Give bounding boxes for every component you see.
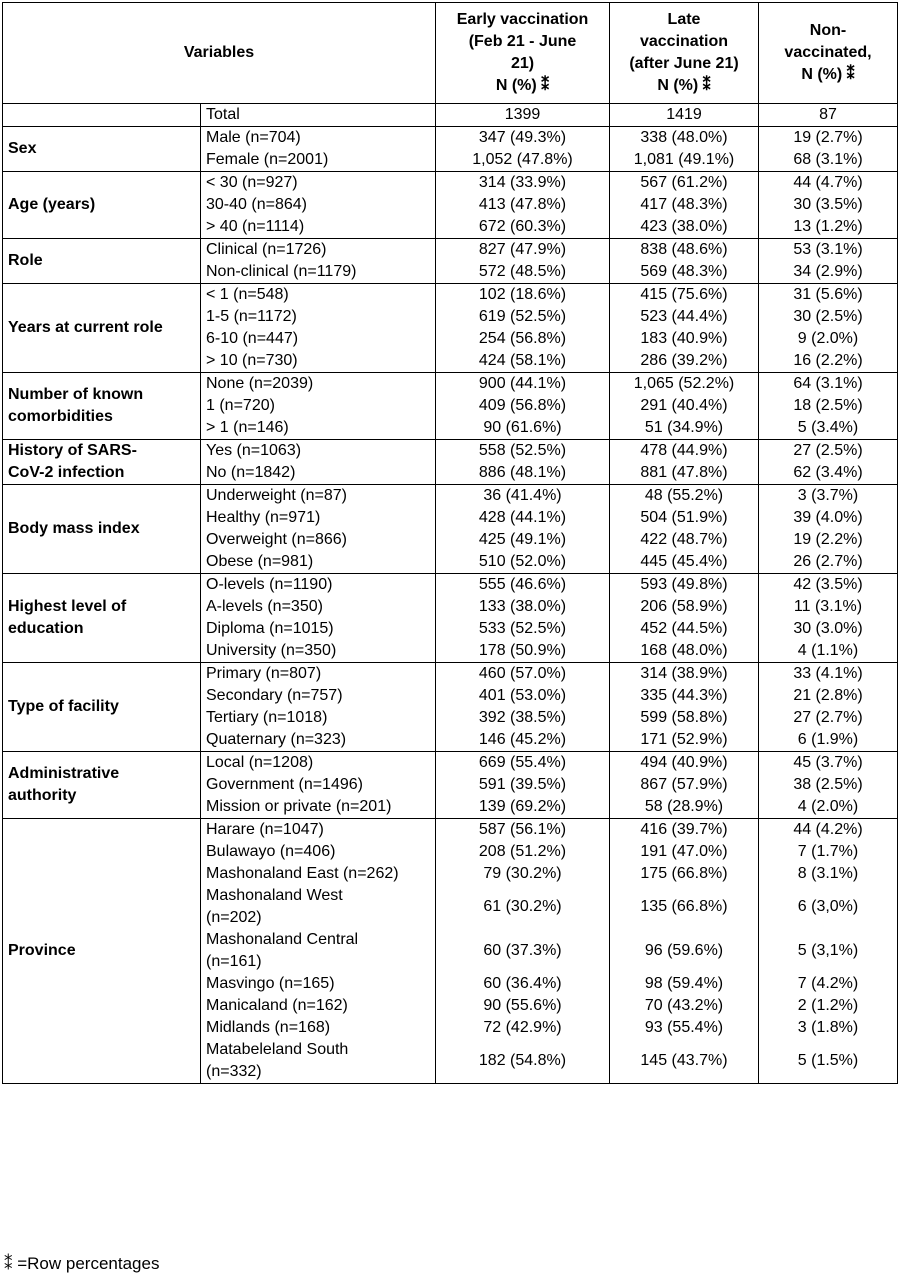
cell-late: 171 (52.9%) — [610, 729, 759, 752]
row-label: Secondary (n=757) — [201, 685, 436, 707]
group-comorbidities — [3, 373, 201, 440]
cell-late: 335 (44.3%) — [610, 685, 759, 707]
cell-non: 31 (5.6%) — [759, 284, 898, 307]
cell-early: 672 (60.3%) — [436, 216, 610, 239]
table-row — [3, 663, 898, 686]
cell-early: 591 (39.5%) — [436, 774, 610, 796]
cell-non: 53 (3.1%) — [759, 239, 898, 262]
row-label-line1: Matabeleland South — [206, 1041, 349, 1058]
cell-early: 428 (44.1%) — [436, 507, 610, 529]
cell-late: 599 (58.8%) — [610, 707, 759, 729]
cell-late: 175 (66.8%) — [610, 863, 759, 885]
table-row — [3, 373, 898, 396]
group-education-line1: Highest level of — [8, 598, 127, 615]
cell-non: 13 (1.2%) — [759, 216, 898, 239]
row-label: Bulawayo (n=406) — [201, 841, 436, 863]
cell-early: 619 (52.5%) — [436, 306, 610, 328]
header-late-line1: Late — [667, 11, 701, 28]
cell-non: 68 (3.1%) — [759, 149, 898, 172]
cell-non: 64 (3.1%) — [759, 373, 898, 396]
table-row — [3, 127, 898, 150]
cell-early: 102 (18.6%) — [436, 284, 610, 307]
cell-late: 135 (66.8%) — [610, 885, 759, 929]
cell-non: 4 (2.0%) — [759, 796, 898, 819]
cell-late: 286 (39.2%) — [610, 350, 759, 373]
cell-early: 178 (50.9%) — [436, 640, 610, 663]
cell-late: 1419 — [610, 104, 759, 127]
row-label: None (n=2039) — [201, 373, 436, 396]
cell-non: 21 (2.8%) — [759, 685, 898, 707]
cell-late: 1,065 (52.2%) — [610, 373, 759, 396]
table-row — [3, 104, 898, 127]
cell-non: 44 (4.2%) — [759, 819, 898, 842]
table-row — [3, 819, 898, 842]
group-years-at-role: Years at current role — [3, 284, 201, 373]
table-row — [3, 284, 898, 307]
row-label: Mission or private (n=201) — [201, 796, 436, 819]
cell-late: 504 (51.9%) — [610, 507, 759, 529]
cell-late: 93 (55.4%) — [610, 1017, 759, 1039]
cell-late: 569 (48.3%) — [610, 261, 759, 284]
group-province: Province — [3, 819, 201, 1084]
header-late-line4: N (%) ⁑ — [657, 77, 711, 94]
cell-late: 191 (47.0%) — [610, 841, 759, 863]
cell-non: 27 (2.7%) — [759, 707, 898, 729]
row-label: < 1 (n=548) — [201, 284, 436, 307]
row-label: Midlands (n=168) — [201, 1017, 436, 1039]
cell-late: 51 (34.9%) — [610, 417, 759, 440]
group-bmi: Body mass index — [3, 485, 201, 574]
header-late-vaccination — [610, 3, 759, 104]
cell-non: 62 (3.4%) — [759, 462, 898, 485]
cell-non: 33 (4.1%) — [759, 663, 898, 686]
table-row — [3, 440, 898, 463]
cell-early: 900 (44.1%) — [436, 373, 610, 396]
cell-early: 827 (47.9%) — [436, 239, 610, 262]
row-label: Non-clinical (n=1179) — [201, 261, 436, 284]
row-label-line1: Mashonaland Central — [206, 931, 359, 948]
cell-late: 183 (40.9%) — [610, 328, 759, 350]
cell-non: 45 (3.7%) — [759, 752, 898, 775]
cell-early: 409 (56.8%) — [436, 395, 610, 417]
cell-non: 44 (4.7%) — [759, 172, 898, 195]
row-label: University (n=350) — [201, 640, 436, 663]
cell-non: 5 (1.5%) — [759, 1039, 898, 1084]
cell-late: 452 (44.5%) — [610, 618, 759, 640]
cell-early: 886 (48.1%) — [436, 462, 610, 485]
row-label-line2: (n=161) — [206, 953, 262, 970]
cell-early: 139 (69.2%) — [436, 796, 610, 819]
group-sars-line2: CoV-2 infection — [8, 464, 125, 481]
cell-early: 146 (45.2%) — [436, 729, 610, 752]
cell-early: 424 (58.1%) — [436, 350, 610, 373]
row-label: No (n=1842) — [201, 462, 436, 485]
header-non-line1: Non- — [809, 22, 847, 39]
header-variables: Variables — [3, 3, 436, 104]
cell-late: 98 (59.4%) — [610, 973, 759, 995]
group-age: Age (years) — [3, 172, 201, 239]
cell-late: 417 (48.3%) — [610, 194, 759, 216]
group-comorbidities-line1: Number of known — [8, 386, 144, 403]
cell-late: 593 (49.8%) — [610, 574, 759, 597]
row-label: Obese (n=981) — [201, 551, 436, 574]
group-sars-history — [3, 440, 201, 485]
footnote: ⁑ =Row percentages — [4, 1254, 160, 1273]
table-row — [3, 752, 898, 775]
header-early-vaccination — [436, 3, 610, 104]
header-non-line3: N (%) ⁑ — [801, 66, 855, 83]
cell-late: 423 (38.0%) — [610, 216, 759, 239]
cell-early: 61 (30.2%) — [436, 885, 610, 929]
header-early-line3: 21) — [510, 55, 535, 72]
row-label: > 10 (n=730) — [201, 350, 436, 373]
row-label — [201, 885, 436, 929]
cell-late: 867 (57.9%) — [610, 774, 759, 796]
cell-non: 3 (1.8%) — [759, 1017, 898, 1039]
table-row — [3, 172, 898, 195]
results-table — [2, 2, 898, 1084]
cell-late: 567 (61.2%) — [610, 172, 759, 195]
cell-early: 90 (55.6%) — [436, 995, 610, 1017]
row-label: Mashonaland East (n=262) — [201, 863, 436, 885]
cell-early: 79 (30.2%) — [436, 863, 610, 885]
group-sex: Sex — [3, 127, 201, 172]
cell-non: 27 (2.5%) — [759, 440, 898, 463]
row-label: Underweight (n=87) — [201, 485, 436, 508]
cell-late: 168 (48.0%) — [610, 640, 759, 663]
cell-early: 347 (49.3%) — [436, 127, 610, 150]
cell-non: 30 (2.5%) — [759, 306, 898, 328]
row-label: Government (n=1496) — [201, 774, 436, 796]
row-label: Male (n=704) — [201, 127, 436, 150]
cell-late: 206 (58.9%) — [610, 596, 759, 618]
row-label: Clinical (n=1726) — [201, 239, 436, 262]
row-label: Manicaland (n=162) — [201, 995, 436, 1017]
table-row — [3, 574, 898, 597]
cell-late: 291 (40.4%) — [610, 395, 759, 417]
cell-early: 133 (38.0%) — [436, 596, 610, 618]
header-non-vaccinated — [759, 3, 898, 104]
cell-early: 510 (52.0%) — [436, 551, 610, 574]
cell-non: 3 (3.7%) — [759, 485, 898, 508]
cell-early: 572 (48.5%) — [436, 261, 610, 284]
row-label-line1: Mashonaland West — [206, 887, 343, 904]
cell-early: 401 (53.0%) — [436, 685, 610, 707]
table-row — [3, 239, 898, 262]
cell-early: 60 (36.4%) — [436, 973, 610, 995]
cell-early: 413 (47.8%) — [436, 194, 610, 216]
cell-non: 30 (3.0%) — [759, 618, 898, 640]
cell-late: 58 (28.9%) — [610, 796, 759, 819]
cell-early: 72 (42.9%) — [436, 1017, 610, 1039]
row-label: Female (n=2001) — [201, 149, 436, 172]
cell-early: 314 (33.9%) — [436, 172, 610, 195]
cell-early: 392 (38.5%) — [436, 707, 610, 729]
row-label: < 30 (n=927) — [201, 172, 436, 195]
group-education-line2: education — [8, 620, 84, 637]
cell-non: 18 (2.5%) — [759, 395, 898, 417]
group-admin-line1: Administrative — [8, 765, 120, 782]
cell-late: 415 (75.6%) — [610, 284, 759, 307]
group-education — [3, 574, 201, 663]
row-label: Total — [201, 104, 436, 127]
cell-early: 555 (46.6%) — [436, 574, 610, 597]
row-label: Masvingo (n=165) — [201, 973, 436, 995]
row-label-line2: (n=332) — [206, 1063, 262, 1080]
cell-non: 11 (3.1%) — [759, 596, 898, 618]
table-row — [3, 485, 898, 508]
cell-late: 881 (47.8%) — [610, 462, 759, 485]
total-blank-cell — [3, 104, 201, 127]
cell-non: 5 (3.4%) — [759, 417, 898, 440]
cell-early: 254 (56.8%) — [436, 328, 610, 350]
row-label: Local (n=1208) — [201, 752, 436, 775]
row-label-line2: (n=202) — [206, 909, 262, 926]
row-label: Diploma (n=1015) — [201, 618, 436, 640]
cell-non: 2 (1.2%) — [759, 995, 898, 1017]
cell-non: 7 (1.7%) — [759, 841, 898, 863]
cell-non: 39 (4.0%) — [759, 507, 898, 529]
cell-late: 145 (43.7%) — [610, 1039, 759, 1084]
header-late-line3: (after June 21) — [629, 55, 739, 72]
group-admin-authority — [3, 752, 201, 819]
row-label: Healthy (n=971) — [201, 507, 436, 529]
row-label — [201, 1039, 436, 1084]
cell-late: 70 (43.2%) — [610, 995, 759, 1017]
cell-non: 38 (2.5%) — [759, 774, 898, 796]
cell-non: 4 (1.1%) — [759, 640, 898, 663]
row-label: O-levels (n=1190) — [201, 574, 436, 597]
row-label: Quaternary (n=323) — [201, 729, 436, 752]
cell-non: 19 (2.7%) — [759, 127, 898, 150]
cell-non: 19 (2.2%) — [759, 529, 898, 551]
row-label: Overweight (n=866) — [201, 529, 436, 551]
cell-non: 5 (3,1%) — [759, 929, 898, 973]
row-label: Primary (n=807) — [201, 663, 436, 686]
cell-late: 422 (48.7%) — [610, 529, 759, 551]
cell-early: 587 (56.1%) — [436, 819, 610, 842]
cell-non: 34 (2.9%) — [759, 261, 898, 284]
cell-early: 1399 — [436, 104, 610, 127]
cell-early: 533 (52.5%) — [436, 618, 610, 640]
cell-early: 182 (54.8%) — [436, 1039, 610, 1084]
cell-early: 669 (55.4%) — [436, 752, 610, 775]
cell-early: 90 (61.6%) — [436, 417, 610, 440]
cell-early: 460 (57.0%) — [436, 663, 610, 686]
group-facility: Type of facility — [3, 663, 201, 752]
cell-non: 16 (2.2%) — [759, 350, 898, 373]
cell-late: 48 (55.2%) — [610, 485, 759, 508]
cell-early: 60 (37.3%) — [436, 929, 610, 973]
cell-non: 8 (3.1%) — [759, 863, 898, 885]
row-label — [201, 929, 436, 973]
cell-non: 7 (4.2%) — [759, 973, 898, 995]
row-label: A-levels (n=350) — [201, 596, 436, 618]
cell-early: 425 (49.1%) — [436, 529, 610, 551]
cell-late: 1,081 (49.1%) — [610, 149, 759, 172]
cell-non: 6 (1.9%) — [759, 729, 898, 752]
group-admin-line2: authority — [8, 787, 77, 804]
cell-late: 416 (39.7%) — [610, 819, 759, 842]
cell-non: 87 — [759, 104, 898, 127]
cell-late: 494 (40.9%) — [610, 752, 759, 775]
cell-late: 338 (48.0%) — [610, 127, 759, 150]
cell-early: 1,052 (47.8%) — [436, 149, 610, 172]
row-label: > 1 (n=146) — [201, 417, 436, 440]
cell-non: 26 (2.7%) — [759, 551, 898, 574]
cell-late: 838 (48.6%) — [610, 239, 759, 262]
cell-late: 478 (44.9%) — [610, 440, 759, 463]
cell-late: 314 (38.9%) — [610, 663, 759, 686]
row-label: 1-5 (n=1172) — [201, 306, 436, 328]
group-comorbidities-line2: comorbidities — [8, 408, 113, 425]
cell-early: 558 (52.5%) — [436, 440, 610, 463]
header-row — [3, 3, 898, 104]
cell-non: 9 (2.0%) — [759, 328, 898, 350]
header-non-line2: vaccinated, — [784, 44, 872, 61]
cell-late: 445 (45.4%) — [610, 551, 759, 574]
cell-non: 6 (3,0%) — [759, 885, 898, 929]
row-label: 1 (n=720) — [201, 395, 436, 417]
cell-non: 30 (3.5%) — [759, 194, 898, 216]
cell-early: 36 (41.4%) — [436, 485, 610, 508]
row-label: Yes (n=1063) — [201, 440, 436, 463]
group-role: Role — [3, 239, 201, 284]
row-label: 30-40 (n=864) — [201, 194, 436, 216]
cell-late: 96 (59.6%) — [610, 929, 759, 973]
cell-non: 42 (3.5%) — [759, 574, 898, 597]
group-sars-line1: History of SARS- — [8, 442, 137, 459]
cell-early: 208 (51.2%) — [436, 841, 610, 863]
header-early-line2: (Feb 21 - June — [468, 33, 577, 50]
row-label: 6-10 (n=447) — [201, 328, 436, 350]
row-label: Tertiary (n=1018) — [201, 707, 436, 729]
cell-late: 523 (44.4%) — [610, 306, 759, 328]
row-label: > 40 (n=1114) — [201, 216, 436, 239]
header-early-line4: N (%) ⁑ — [495, 77, 550, 94]
header-early-line1: Early vaccination — [456, 11, 589, 28]
header-late-line2: vaccination — [639, 33, 729, 50]
row-label: Harare (n=1047) — [201, 819, 436, 842]
